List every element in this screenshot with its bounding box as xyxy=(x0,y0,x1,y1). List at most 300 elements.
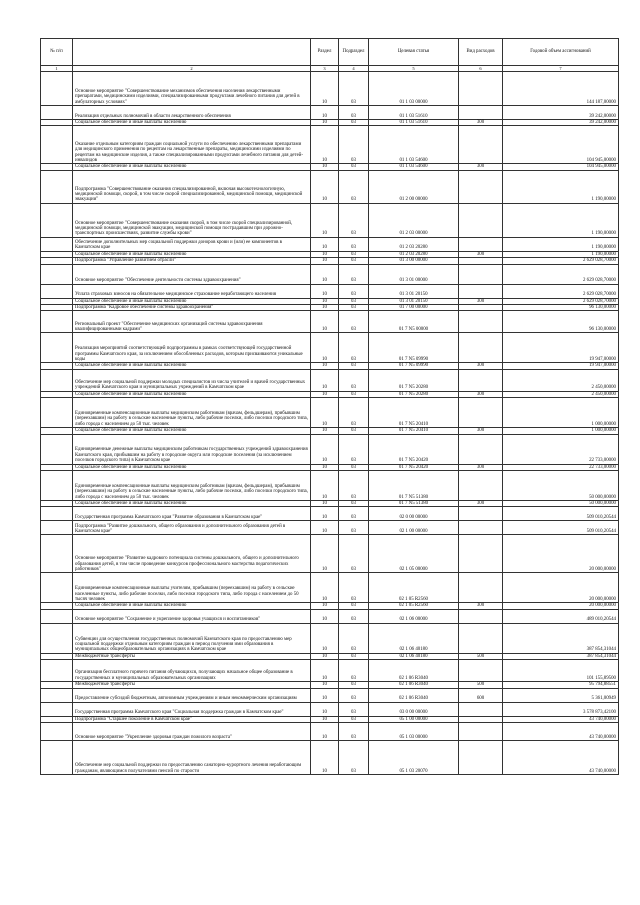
cell-annual-volume: 39 242,00000 xyxy=(503,120,619,126)
cell-annual-volume: 20 000,00000 xyxy=(503,535,619,573)
cell-podrazdel: 03 xyxy=(339,471,369,501)
table-row xyxy=(41,203,619,237)
cell-razdel: 10 xyxy=(311,398,339,428)
cell-expense-type: 500 xyxy=(459,682,503,688)
cell-razdel: 10 xyxy=(311,258,339,264)
cell-podrazdel: 03 xyxy=(339,603,369,609)
cell-annual-volume: 19 947,00000 xyxy=(503,363,619,369)
cell-target-article: 01 2 03 20280 xyxy=(369,251,459,257)
cell-target-article: 02 1 06 R3040 xyxy=(369,660,459,682)
cell-razdel: 10 xyxy=(311,391,339,397)
cell-expense-type xyxy=(459,471,503,501)
cell-annual-volume: 104 945,00000 xyxy=(503,126,619,164)
header-row xyxy=(41,39,619,66)
cell-num xyxy=(41,237,73,251)
cell-podrazdel: 03 xyxy=(339,623,369,653)
cell-name: Обеспечение дополнительных мер социальной поддержки доноров крови и (или) ее компонентов в Камчатском крае xyxy=(73,237,311,251)
cell-target-article: 05 1 03 20070 xyxy=(369,741,459,775)
cell-razdel: 10 xyxy=(311,501,339,507)
cell-target-article: 01 3 01 20150 xyxy=(369,284,459,298)
cell-podrazdel: 03 xyxy=(339,170,369,203)
table-row xyxy=(41,521,619,535)
cell-razdel: 10 xyxy=(311,298,339,304)
cell-podrazdel: 03 xyxy=(339,72,369,106)
table-row xyxy=(41,369,619,391)
cell-target-article: 01 3 01 20150 xyxy=(369,298,459,304)
table-row xyxy=(41,723,619,741)
cell-expense-type: 500 xyxy=(459,653,503,659)
cell-podrazdel: 03 xyxy=(339,258,369,264)
cell-num xyxy=(41,471,73,501)
cell-expense-type xyxy=(459,660,503,682)
cell-target-article: 01 3 00 00000 xyxy=(369,258,459,264)
cell-annual-volume: 101 155,89500 xyxy=(503,660,619,682)
cell-podrazdel: 03 xyxy=(339,501,369,507)
cell-num xyxy=(41,106,73,120)
cell-podrazdel: 03 xyxy=(339,434,369,464)
table-row xyxy=(41,284,619,298)
cell-razdel: 10 xyxy=(311,284,339,298)
cell-razdel: 10 xyxy=(311,434,339,464)
cell-podrazdel: 03 xyxy=(339,398,369,428)
cell-podrazdel: 03 xyxy=(339,682,369,688)
table-row xyxy=(41,72,619,106)
cell-name: Социальное обеспечение и иные выплаты населению xyxy=(73,428,311,434)
colnum: 6 xyxy=(459,66,503,72)
cell-num xyxy=(41,521,73,535)
cell-target-article: 01 7 N5 20410 xyxy=(369,428,459,434)
cell-annual-volume: 1 190,00000 xyxy=(503,203,619,237)
cell-expense-type xyxy=(459,237,503,251)
cell-expense-type xyxy=(459,203,503,237)
cell-target-article: 01 7 N5 51380 xyxy=(369,471,459,501)
cell-name: Основное мероприятие "Совершенствование оказания скорой, в том числе скорой специализированной, медицинской помощи, медицинской эвакуации, медицинской помощи пострадавшим при дорожно-транспортных происшествиях, развитие службы крови" xyxy=(73,203,311,237)
cell-annual-volume: 5 361,00949 xyxy=(503,688,619,702)
cell-podrazdel: 03 xyxy=(339,264,369,284)
cell-razdel: 10 xyxy=(311,653,339,659)
cell-expense-type xyxy=(459,723,503,741)
cell-podrazdel: 03 xyxy=(339,237,369,251)
cell-target-article: 01 1 03 51610 xyxy=(369,120,459,126)
cell-target-article: 02 1 06 R3040 xyxy=(369,688,459,702)
cell-name: Подпрограмма "Развитие дошкольного, общего образования и дополнительного образования детей в Камчатском крае" xyxy=(73,521,311,535)
cell-podrazdel: 03 xyxy=(339,391,369,397)
cell-name: Единовременные компенсационные выплаты медицинским работникам (врачам, фельдшерам), прибывшим (переехавшим) на работу в сельские населенные пункты, либо рабочие поселки, либо поселки городского типа, либо города с населением до 50 тыс. человек xyxy=(73,471,311,501)
cell-annual-volume: 387 854,31044 xyxy=(503,653,619,659)
header-num: № п/п xyxy=(41,39,73,66)
table-row xyxy=(41,398,619,428)
cell-annual-volume: 1 190,00000 xyxy=(503,251,619,257)
table-row xyxy=(41,126,619,164)
cell-podrazdel: 03 xyxy=(339,251,369,257)
cell-expense-type xyxy=(459,72,503,106)
cell-num xyxy=(41,741,73,775)
cell-annual-volume: 3 578 873,42100 xyxy=(503,702,619,716)
cell-expense-type xyxy=(459,369,503,391)
cell-target-article: 02 1 06 40180 xyxy=(369,623,459,653)
header-expense-type: Вид расходов xyxy=(459,39,503,66)
cell-podrazdel: 03 xyxy=(339,716,369,722)
cell-razdel: 10 xyxy=(311,688,339,702)
cell-target-article: 05 1 03 00000 xyxy=(369,723,459,741)
cell-name: Основное мероприятие "Обеспечение деятельности системы здравоохранения" xyxy=(73,264,311,284)
cell-expense-type xyxy=(459,741,503,775)
cell-target-article: 01 7 N5 20410 xyxy=(369,398,459,428)
cell-expense-type: 300 xyxy=(459,120,503,126)
cell-name: Социальное обеспечение и иные выплаты населению xyxy=(73,120,311,126)
cell-name: Социальное обеспечение и иные выплаты населению xyxy=(73,391,311,397)
cell-target-article: 01 1 03 54600 xyxy=(369,126,459,164)
cell-num xyxy=(41,72,73,106)
cell-annual-volume: 387 854,31044 xyxy=(503,623,619,653)
cell-podrazdel: 03 xyxy=(339,120,369,126)
cell-annual-volume: 489 010,20544 xyxy=(503,609,619,623)
cell-razdel: 10 xyxy=(311,264,339,284)
cell-target-article: 02 1 05 R2560 xyxy=(369,573,459,603)
table-row xyxy=(41,609,619,623)
cell-target-article: 01 7 N5 09990 xyxy=(369,333,459,363)
cell-name: Основное мероприятие "Укрепление здоровья граждан пожилого возраста" xyxy=(73,723,311,741)
table-row xyxy=(41,333,619,363)
cell-annual-volume: 2 450,00000 xyxy=(503,391,619,397)
colnum: 3 xyxy=(311,66,339,72)
cell-target-article: 01 2 03 20280 xyxy=(369,237,459,251)
cell-razdel: 10 xyxy=(311,311,339,333)
cell-target-article: 02 1 06 40180 xyxy=(369,653,459,659)
cell-expense-type: 300 xyxy=(459,164,503,170)
cell-annual-volume: 22 733,00000 xyxy=(503,434,619,464)
cell-expense-type xyxy=(459,106,503,120)
cell-target-article: 01 7 N5 20420 xyxy=(369,434,459,464)
cell-name: Социальное обеспечение и иные выплаты населению xyxy=(73,298,311,304)
cell-name: Обеспечение мер социальной поддержки молодых специалистов из числа учителей и врачей государственных учреждений Камчатского края и муниципальных учреждений в Камчатском крае xyxy=(73,369,311,391)
cell-podrazdel: 03 xyxy=(339,428,369,434)
table-row xyxy=(41,741,619,775)
cell-name: Реализация отдельных полномочий в области лекарственного обеспечения xyxy=(73,106,311,120)
cell-num xyxy=(41,170,73,203)
header-podrazdel: Подраздел xyxy=(339,39,369,66)
cell-num xyxy=(41,623,73,653)
cell-annual-volume: 43 740,00000 xyxy=(503,723,619,741)
table-row xyxy=(41,507,619,521)
cell-podrazdel: 03 xyxy=(339,311,369,333)
cell-num xyxy=(41,688,73,702)
cell-expense-type: 300 xyxy=(459,251,503,257)
table-row xyxy=(41,471,619,501)
cell-num xyxy=(41,723,73,741)
cell-expense-type: 300 xyxy=(459,603,503,609)
cell-name: Единовременные денежные выплаты медицинским работникам государственных учреждений здравоохранения Камчатского края, прибывшим на работу в городские округа или городские поселения (за исключением поселков городского типа) в Камчатском крае xyxy=(73,434,311,464)
cell-razdel: 10 xyxy=(311,369,339,391)
cell-annual-volume: 2 629 028,70000 xyxy=(503,284,619,298)
cell-annual-volume: 509 010,20544 xyxy=(503,507,619,521)
cell-razdel: 10 xyxy=(311,623,339,653)
table-row xyxy=(41,170,619,203)
cell-target-article: 01 2 00 00000 xyxy=(369,170,459,203)
cell-target-article: 01 1 03 00000 xyxy=(369,72,459,106)
cell-razdel: 10 xyxy=(311,660,339,682)
cell-podrazdel: 03 xyxy=(339,609,369,623)
cell-annual-volume: 2 450,00000 xyxy=(503,369,619,391)
cell-name: Основное мероприятие "Сохранение и укрепление здоровья учащихся и воспитанников" xyxy=(73,609,311,623)
cell-expense-type xyxy=(459,170,503,203)
cell-target-article: 01 7 N5 09990 xyxy=(369,363,459,369)
cell-expense-type xyxy=(459,702,503,716)
cell-expense-type: 300 xyxy=(459,464,503,470)
cell-target-article: 01 7 N5 00000 xyxy=(369,311,459,333)
cell-razdel: 10 xyxy=(311,521,339,535)
header-razdel: Раздел xyxy=(311,39,339,66)
cell-razdel: 10 xyxy=(311,106,339,120)
cell-num xyxy=(41,369,73,391)
cell-razdel: 10 xyxy=(311,333,339,363)
cell-podrazdel: 03 xyxy=(339,363,369,369)
cell-target-article: 01 1 03 54600 xyxy=(369,164,459,170)
colnum: 2 xyxy=(73,66,311,72)
cell-target-article: 01 1 03 51610 xyxy=(369,106,459,120)
cell-name: Государственная программа Камчатского края "Социальная поддержка граждан в Камчатском крае" xyxy=(73,702,311,716)
cell-annual-volume: 1 190,00000 xyxy=(503,170,619,203)
cell-name: Основное мероприятие "Развитие кадрового потенциала системы дошкольного, общего и дополнительного образования детей, в том числе проведение конкурсов профессионального мастерства педагогических работников" xyxy=(73,535,311,573)
cell-target-article: 05 1 00 00000 xyxy=(369,716,459,722)
cell-expense-type: 300 xyxy=(459,363,503,369)
cell-name: Реализация мероприятий соответствующей подпрограммы в рамках соответствующей государственной программы Камчатского края, за исключением обособленных расходов, которым присваиваются уникальные коды xyxy=(73,333,311,363)
cell-annual-volume: 509 010,20544 xyxy=(503,521,619,535)
cell-razdel: 10 xyxy=(311,72,339,106)
budget-table xyxy=(40,38,619,775)
colnum: 7 xyxy=(503,66,619,72)
cell-name: Подпрограмма "Управление развитием отрасли" xyxy=(73,258,311,264)
cell-target-article: 03 0 00 00000 xyxy=(369,702,459,716)
cell-podrazdel: 03 xyxy=(339,333,369,363)
table-row xyxy=(41,264,619,284)
cell-annual-volume: 20 000,00000 xyxy=(503,573,619,603)
cell-num xyxy=(41,284,73,298)
cell-podrazdel: 03 xyxy=(339,284,369,298)
table-body xyxy=(41,72,619,775)
cell-name: Социальное обеспечение и иные выплаты населению xyxy=(73,164,311,170)
cell-expense-type xyxy=(459,535,503,573)
cell-podrazdel: 03 xyxy=(339,660,369,682)
cell-expense-type xyxy=(459,311,503,333)
cell-target-article: 02 1 00 00000 xyxy=(369,521,459,535)
cell-razdel: 10 xyxy=(311,305,339,311)
cell-podrazdel: 03 xyxy=(339,126,369,164)
cell-razdel: 10 xyxy=(311,251,339,257)
cell-name: Межбюджетные трансферты xyxy=(73,653,311,659)
cell-target-article: 01 7 N5 51380 xyxy=(369,501,459,507)
cell-annual-volume: 144 187,00000 xyxy=(503,72,619,106)
table-row xyxy=(41,106,619,120)
table-row xyxy=(41,573,619,603)
cell-num xyxy=(41,660,73,682)
cell-razdel: 10 xyxy=(311,702,339,716)
cell-expense-type xyxy=(459,126,503,164)
cell-name: Подпрограмма "Старшее поколение в Камчатском крае" xyxy=(73,716,311,722)
cell-podrazdel: 03 xyxy=(339,688,369,702)
cell-expense-type xyxy=(459,284,503,298)
cell-target-article: 01 2 03 00000 xyxy=(369,203,459,237)
cell-num xyxy=(41,609,73,623)
cell-annual-volume: 22 733,00000 xyxy=(503,464,619,470)
cell-razdel: 10 xyxy=(311,573,339,603)
cell-num xyxy=(41,311,73,333)
cell-annual-volume: 1 000,00000 xyxy=(503,428,619,434)
cell-podrazdel: 03 xyxy=(339,573,369,603)
cell-podrazdel: 03 xyxy=(339,305,369,311)
cell-annual-volume: 2 629 028,70000 xyxy=(503,264,619,284)
cell-num xyxy=(41,398,73,428)
cell-target-article: 01 7 00 00000 xyxy=(369,305,459,311)
cell-podrazdel: 03 xyxy=(339,521,369,535)
header-annual-volume: Годовой объем ассигнований xyxy=(503,39,619,66)
cell-annual-volume: 96 130,00000 xyxy=(503,305,619,311)
colnum: 4 xyxy=(339,66,369,72)
cell-razdel: 10 xyxy=(311,723,339,741)
cell-name: Социальное обеспечение и иные выплаты населению xyxy=(73,501,311,507)
cell-expense-type: 300 xyxy=(459,428,503,434)
header-name xyxy=(73,39,311,66)
cell-expense-type: 600 xyxy=(459,688,503,702)
cell-name: Социальное обеспечение и иные выплаты населению xyxy=(73,464,311,470)
cell-annual-volume: 1 000,00000 xyxy=(503,398,619,428)
cell-annual-volume: 39 242,00000 xyxy=(503,106,619,120)
cell-podrazdel: 03 xyxy=(339,106,369,120)
colnum: 1 xyxy=(41,66,73,72)
cell-annual-volume: 20 000,00000 xyxy=(503,603,619,609)
cell-podrazdel: 03 xyxy=(339,507,369,521)
cell-expense-type: 300 xyxy=(459,391,503,397)
cell-name: Социальное обеспечение и иные выплаты населению xyxy=(73,363,311,369)
cell-razdel: 10 xyxy=(311,535,339,573)
cell-target-article: 02 1 05 00000 xyxy=(369,535,459,573)
cell-podrazdel: 03 xyxy=(339,535,369,573)
cell-expense-type xyxy=(459,434,503,464)
cell-razdel: 10 xyxy=(311,716,339,722)
cell-podrazdel: 03 xyxy=(339,723,369,741)
cell-podrazdel: 03 xyxy=(339,741,369,775)
table-row xyxy=(41,702,619,716)
cell-annual-volume: 2 629 028,70000 xyxy=(503,258,619,264)
cell-razdel: 10 xyxy=(311,603,339,609)
cell-num xyxy=(41,333,73,363)
cell-name: Социальное обеспечение и иные выплаты населению xyxy=(73,603,311,609)
cell-num xyxy=(41,434,73,464)
cell-razdel: 10 xyxy=(311,237,339,251)
cell-podrazdel: 03 xyxy=(339,702,369,716)
cell-razdel: 10 xyxy=(311,164,339,170)
cell-name: Социальное обеспечение и иные выплаты населению xyxy=(73,251,311,257)
cell-expense-type xyxy=(459,521,503,535)
cell-target-article: 01 7 N5 20280 xyxy=(369,391,459,397)
cell-num xyxy=(41,535,73,573)
cell-annual-volume: 96 130,00000 xyxy=(503,311,619,333)
cell-num xyxy=(41,507,73,521)
cell-expense-type xyxy=(459,573,503,603)
cell-podrazdel: 03 xyxy=(339,653,369,659)
cell-razdel: 10 xyxy=(311,363,339,369)
cell-num xyxy=(41,702,73,716)
table-row xyxy=(41,660,619,682)
cell-name: Субвенции для осуществления государственных полномочий Камчатского края по предоставлению мер социальной поддержки отдельным категориям граждан в период получения ими образования в муниципальных общеобразовательных организациях в Камчатском крае xyxy=(73,623,311,653)
cell-expense-type xyxy=(459,609,503,623)
budget-table-sheet xyxy=(40,38,618,775)
cell-num xyxy=(41,126,73,164)
cell-razdel: 10 xyxy=(311,428,339,434)
cell-razdel: 10 xyxy=(311,471,339,501)
cell-num xyxy=(41,264,73,284)
cell-podrazdel: 03 xyxy=(339,298,369,304)
cell-name: Предоставление субсидий бюджетным, автономным учреждениям и иным некоммерческим организациям xyxy=(73,688,311,702)
cell-target-article: 01 7 N5 20280 xyxy=(369,369,459,391)
table-row xyxy=(41,237,619,251)
cell-annual-volume: 50 000,00000 xyxy=(503,471,619,501)
cell-razdel: 10 xyxy=(311,609,339,623)
cell-annual-volume: 95 794,88551 xyxy=(503,682,619,688)
table-row xyxy=(41,623,619,653)
cell-name: Межбюджетные трансферты xyxy=(73,682,311,688)
cell-name: Региональный проект "Обеспечение медицинских организаций системы здравоохранения квалифицированными кадрами" xyxy=(73,311,311,333)
cell-expense-type xyxy=(459,398,503,428)
cell-name: Обеспечение мер социальной поддержки по предоставлению санаторно-курортного лечения неработающим гражданам, являющимся получателями пенсий по старости xyxy=(73,741,311,775)
cell-annual-volume: 43 740,00000 xyxy=(503,716,619,722)
cell-podrazdel: 03 xyxy=(339,203,369,237)
cell-razdel: 10 xyxy=(311,170,339,203)
table-row xyxy=(41,688,619,702)
cell-annual-volume: 2 629 028,70000 xyxy=(503,298,619,304)
cell-target-article: 02 1 06 00000 xyxy=(369,609,459,623)
cell-expense-type xyxy=(459,623,503,653)
cell-expense-type: 300 xyxy=(459,298,503,304)
cell-name: Подпрограмма "Совершенствование оказания специализированной, включая высокотехнологичную, медицинской помощи, скорой, в том числе скорой специализированной, медицинской помощи, медицинской эвакуации" xyxy=(73,170,311,203)
cell-name: Подпрограмма "Кадровое обеспечение системы здравоохранения" xyxy=(73,305,311,311)
table-row xyxy=(41,535,619,573)
cell-name: Государственная программа Камчатского края "Развитие образования в Камчатском крае" xyxy=(73,507,311,521)
colnum: 5 xyxy=(369,66,459,72)
cell-annual-volume: 43 740,00000 xyxy=(503,741,619,775)
cell-razdel: 10 xyxy=(311,126,339,164)
cell-annual-volume: 1 190,00000 xyxy=(503,237,619,251)
cell-razdel: 10 xyxy=(311,120,339,126)
cell-name: Уплата страховых взносов на обязательное медицинское страхование неработающего населения xyxy=(73,284,311,298)
cell-expense-type xyxy=(459,333,503,363)
table-row xyxy=(41,311,619,333)
cell-podrazdel: 03 xyxy=(339,164,369,170)
cell-annual-volume: 19 947,00000 xyxy=(503,333,619,363)
cell-name: Единовременные компенсационные выплаты медицинским работникам (врачам, фельдшерам), прибывшим (переехавшим) на работу в сельские населенные пункты, либо рабочие поселки, либо поселки городского типа, либо города с населением до 50 тыс. человек xyxy=(73,398,311,428)
cell-expense-type xyxy=(459,507,503,521)
cell-razdel: 10 xyxy=(311,464,339,470)
cell-podrazdel: 03 xyxy=(339,369,369,391)
cell-num xyxy=(41,203,73,237)
cell-num xyxy=(41,573,73,603)
cell-name: Основное мероприятие "Совершенствование механизмов обеспечения населения лекарственными препаратами, медицинскими изделиями, специализированными продуктами лечебного питания для детей в амбулаторных условиях" xyxy=(73,72,311,106)
cell-expense-type xyxy=(459,264,503,284)
table-row xyxy=(41,434,619,464)
header-target-article: Целевая статья xyxy=(369,39,459,66)
cell-target-article: 01 7 N5 20420 xyxy=(369,464,459,470)
cell-podrazdel: 03 xyxy=(339,464,369,470)
cell-annual-volume: 104 945,00000 xyxy=(503,164,619,170)
cell-razdel: 10 xyxy=(311,507,339,521)
cell-razdel: 10 xyxy=(311,741,339,775)
cell-target-article: 01 3 01 00000 xyxy=(369,264,459,284)
cell-name: Единовременные компенсационные выплаты учителям, прибывшим (переехавшим) на работу в сельские населенные пункты, либо рабочие поселки, либо поселки городского типа, либо города с населением до 50 тысяч человек xyxy=(73,573,311,603)
cell-razdel: 10 xyxy=(311,682,339,688)
cell-target-article: 02 0 00 00000 xyxy=(369,507,459,521)
cell-razdel: 10 xyxy=(311,203,339,237)
cell-name: Организация бесплатного горячего питания обучающихся, получающих начальное общее образование в государственных и муниципальных образовательных организациях xyxy=(73,660,311,682)
